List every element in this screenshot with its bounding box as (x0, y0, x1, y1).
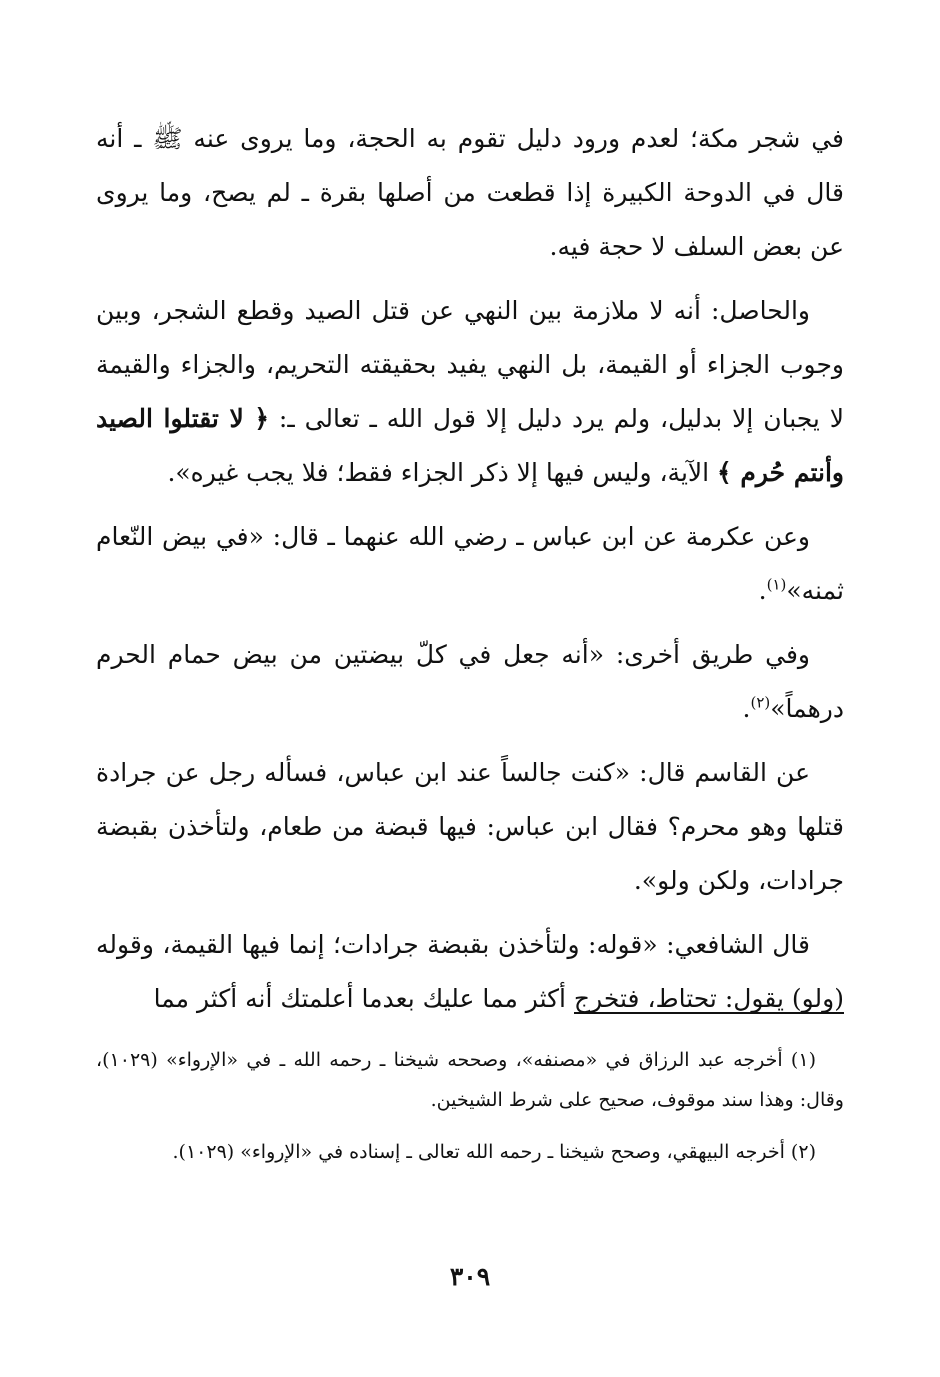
footnote-divider (574, 1012, 844, 1014)
paragraph-3 (96, 510, 844, 618)
paragraph-4 (96, 628, 844, 736)
footnote-1 (96, 1040, 844, 1120)
footnotes (96, 1040, 844, 1184)
main-text (96, 112, 844, 1036)
paragraph-2-text-start: والحاصل: أنه لا ملازمة بين النهي عن قتل الصيد وقطع الشجر، وبين وجوب الجزاء أو القيمة، بل النهي يفيد بحقيقته التحريم، والجزاء والقيمة لا يجبان إلا بدليل، ولم يرد دليل إلا قول الله ـ تعالى ـ: (96, 296, 844, 433)
paragraph-4-end: . (742, 694, 751, 723)
paragraph-1 (96, 112, 844, 274)
paragraph-4-text: وفي طريق أخرى: «أنه جعل في كلّ بيضتين من بيض حمام الحرم درهماً» (96, 640, 844, 723)
footnote-ref-2[interactable]: (٢) (750, 693, 771, 712)
paragraph-2-text-end: الآية، وليس فيها إلا ذكر الجزاء فقط؛ فلا يجب غيره». (167, 458, 718, 487)
paragraph-6 (96, 918, 844, 1026)
footnote-2-text: (٢) أخرجه البيهقي، وصحح شيخنا ـ رحمه الله تعالى ـ إسناده في «الإرواء» (١٠٢٩). (172, 1141, 816, 1163)
paragraph-3-text: وعن عكرمة عن ابن عباس ـ رضي الله عنهما ـ قال: «في بيض النّعام ثمنه» (96, 522, 844, 605)
footnote-1-text: (١) أخرجه عبد الرزاق في «مصنفه»، وصححه شيخنا ـ رحمه الله ـ في «الإرواء» (١٠٢٩)، وقال: وهذا سند موقوف، صحيح على شرط الشيخين. (96, 1049, 844, 1111)
paragraph-2 (96, 284, 844, 500)
paragraph-3-end: . (758, 576, 767, 605)
paragraph-6-text: قال الشافعي: «قوله: ولتأخذن بقبضة جرادات؛ إنما فيها القيمة، وقوله (ولو) يقول: تحتاط، فتخرج أكثر مما عليك بعدما أعلمتك أنه أكثر مما (96, 930, 844, 1013)
paragraph-5 (96, 746, 844, 908)
quran-verse: ﴿ لا تقتلوا الصيد وأنتم حُرم ﴾ (96, 404, 844, 487)
page-number: ٣٠٩ (449, 1262, 491, 1291)
paragraph-1-text: في شجر مكة؛ لعدم ورود دليل تقوم به الحجة، وما يروى عنه ﷺ ـ أنه قال في الدوحة الكبيرة إذا قطعت من أصلها بقرة ـ لم يصح، وما يروى عن بعض السلف لا حجة فيه. (96, 124, 844, 261)
paragraph-5-text: عن القاسم قال: «كنت جالساً عند ابن عباس، فسأله رجل عن جرادة قتلها وهو محرم؟ فقال ابن عباس: فيها قبضة من طعام، ولتأخذن بقبضة جرادات، ولكن ولو». (96, 758, 844, 895)
footnote-2 (96, 1132, 844, 1172)
footnote-ref-1[interactable]: (١) (766, 575, 787, 594)
